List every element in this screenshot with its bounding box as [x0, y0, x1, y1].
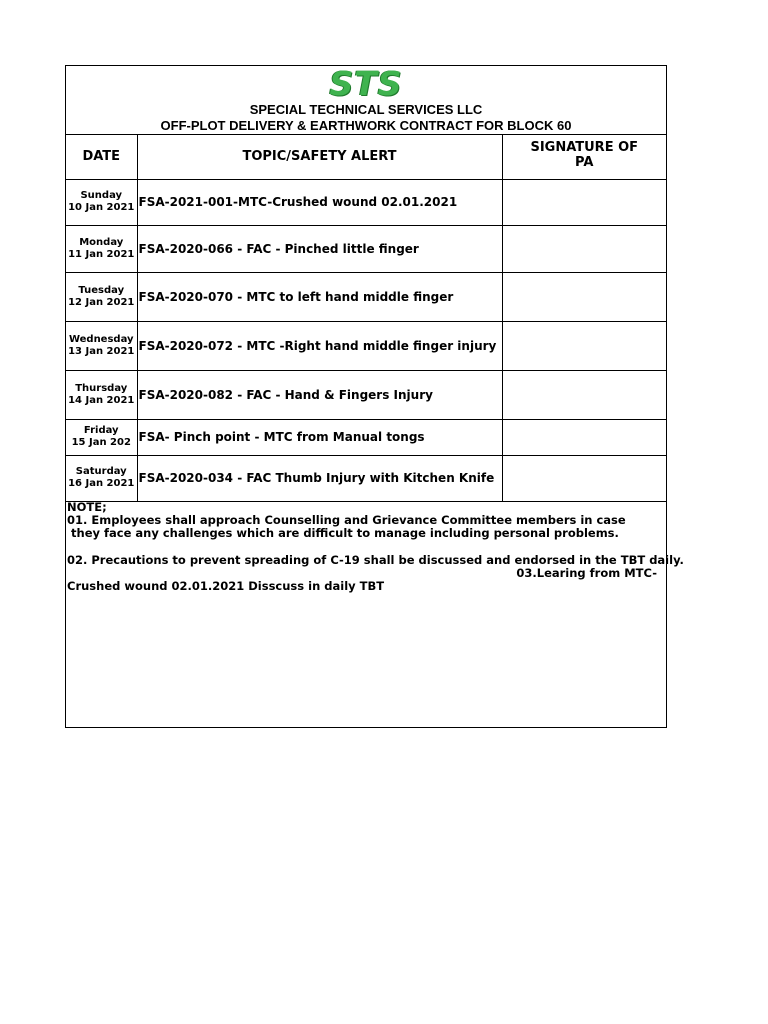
note-line: 03.Learing from MTC- [516, 566, 657, 580]
topic-cell: FSA-2021-001-MTC-Crushed wound 02.01.2021 [137, 179, 502, 225]
topic-column-header: TOPIC/SAFETY ALERT [137, 134, 502, 179]
topic-cell: FSA-2020-034 - FAC Thumb Injury with Kitchen Knife [137, 455, 502, 501]
signature-cell[interactable] [502, 455, 666, 501]
date-value: 14 Jan 2021 [68, 394, 135, 406]
table-row [66, 225, 666, 272]
note-line: they face any challenges which are difficult to manage including personal problems. [67, 526, 619, 540]
signature-cell[interactable] [502, 321, 666, 370]
note-line: Crushed wound 02.01.2021 Disscuss in daily TBT [67, 579, 385, 593]
day-name: Tuesday [78, 284, 125, 296]
signature-cell[interactable] [502, 225, 666, 272]
date-column-header: DATE [66, 134, 137, 179]
date-cell [66, 455, 137, 501]
topic-cell: FSA- Pinch point - MTC from Manual tongs [137, 419, 502, 455]
day-name: Monday [79, 236, 124, 248]
attendance-sheet [65, 64, 684, 728]
signature-header-line1: SIGNATURE OF [530, 140, 639, 155]
table-row [66, 370, 666, 419]
table-row [66, 272, 666, 321]
date-value: 15 Jan 202 [71, 437, 131, 448]
date-cell [66, 179, 137, 225]
signature-cell[interactable] [502, 179, 666, 225]
note-spacer [67, 540, 657, 554]
note-title: NOTE; [67, 500, 107, 514]
date-value: 13 Jan 2021 [68, 345, 135, 357]
topic-cell: FSA-2020-066 - FAC - Pinched little finger [137, 225, 502, 272]
day-name: Wednesday [68, 333, 134, 345]
table-header-row [66, 134, 666, 179]
topic-cell: FSA-2020-070 - MTC to left hand middle finger [137, 272, 502, 321]
company-logo: STS [329, 64, 403, 103]
note-line: 01. Employees shall approach Counselling and Grievance Committee members in case [67, 513, 626, 527]
topic-cell: FSA-2020-082 - FAC - Hand & Fingers Injury [137, 370, 502, 419]
signature-cell[interactable] [502, 272, 666, 321]
signature-column-header [502, 134, 666, 179]
table-row [66, 179, 666, 225]
signature-cell[interactable] [502, 419, 666, 455]
table-row [66, 455, 666, 501]
date-value: 12 Jan 2021 [68, 296, 135, 308]
date-value: 16 Jan 2021 [68, 478, 135, 489]
day-name: Thursday [75, 382, 128, 394]
date-value: 10 Jan 2021 [68, 202, 135, 213]
date-cell [66, 370, 137, 419]
company-name: SPECIAL TECHNICAL SERVICES LLC [249, 102, 483, 117]
day-name: Saturday [75, 466, 127, 477]
day-name: Friday [83, 425, 119, 436]
date-cell [66, 225, 137, 272]
date-cell [66, 272, 137, 321]
date-value: 11 Jan 2021 [68, 248, 135, 260]
note-line: 02. Precautions to prevent spreading of C-19 shall be discussed and endorsed in the TBT daily. [67, 553, 684, 567]
table-row [66, 419, 666, 455]
document-header [66, 66, 666, 135]
date-cell [66, 321, 137, 370]
day-name: Sunday [80, 190, 123, 201]
note-section [67, 500, 684, 593]
signature-cell[interactable] [502, 370, 666, 419]
contract-title: OFF-PLOT DELIVERY & EARTHWORK CONTRACT FOR BLOCK 60 [160, 118, 572, 133]
date-cell [66, 419, 137, 455]
signature-header-line2: PA [575, 155, 594, 170]
safety-alert-table [66, 134, 666, 502]
topic-cell: FSA-2020-072 - MTC -Right hand middle finger injury [137, 321, 502, 370]
table-row [66, 321, 666, 370]
